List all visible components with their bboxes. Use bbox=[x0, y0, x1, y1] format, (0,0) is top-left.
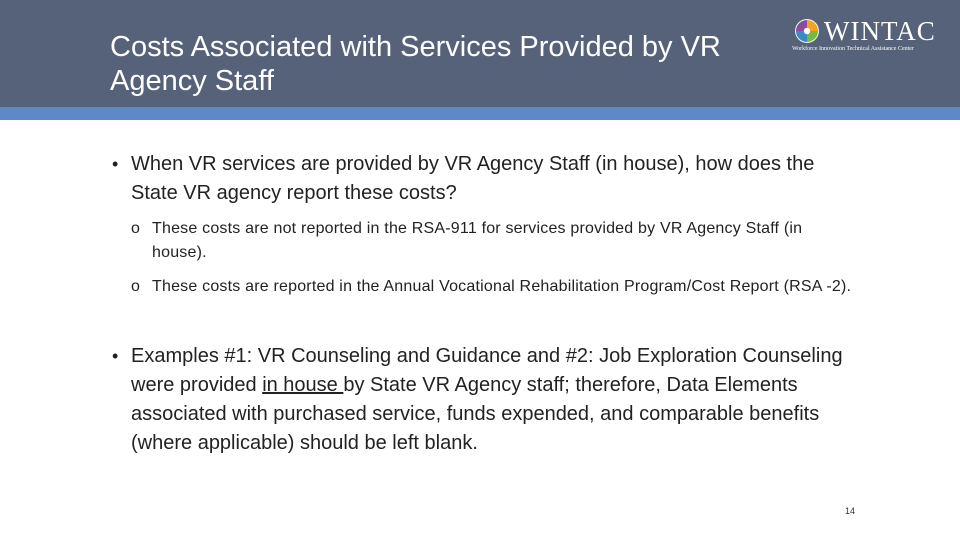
slide-title: Costs Associated with Services Provided by VR Agency Staff bbox=[110, 31, 721, 97]
examples-text-end: by State VR Agency staff; therefore, Data Elements associated with purchased service, funds expended, and comparable benefits (where applicable) should be left blank. bbox=[131, 374, 820, 454]
logo-wordmark: WINTAC bbox=[824, 16, 936, 46]
bullet-in-house-question bbox=[112, 150, 832, 208]
subbullet-text: These costs are reported in the Annual Vocational Rehabilitation Program/Cost Report (RSA -2). bbox=[152, 278, 852, 295]
subbullet-marker: o bbox=[131, 220, 141, 237]
bullet-marker: • bbox=[112, 154, 119, 174]
logo-tagline: Workforce Innovation Technical Assistance Center bbox=[792, 46, 914, 52]
subbullet-reported-rsa-2 bbox=[131, 275, 871, 299]
bullet-examples bbox=[112, 342, 852, 458]
bullet-marker: • bbox=[112, 346, 119, 366]
bullet-text bbox=[112, 342, 852, 458]
bullet-text: When VR services are provided by VR Agency Staff (in house), how does the State VR agency report these costs? bbox=[131, 153, 815, 204]
subbullet-text: These costs are not reported in the RSA-911 for services provided by VR Agency Staff (in house). bbox=[152, 220, 803, 261]
in-house-underlined-text: in house bbox=[262, 374, 344, 396]
examples-text-start: Examples #1: VR Counseling and Guidance and #2: Job Exploration Counseling were provided bbox=[131, 345, 843, 396]
page-number: 14 bbox=[844, 506, 855, 516]
subbullet-marker: o bbox=[131, 278, 141, 295]
subbullet-not-reported-rsa-911 bbox=[131, 217, 851, 265]
